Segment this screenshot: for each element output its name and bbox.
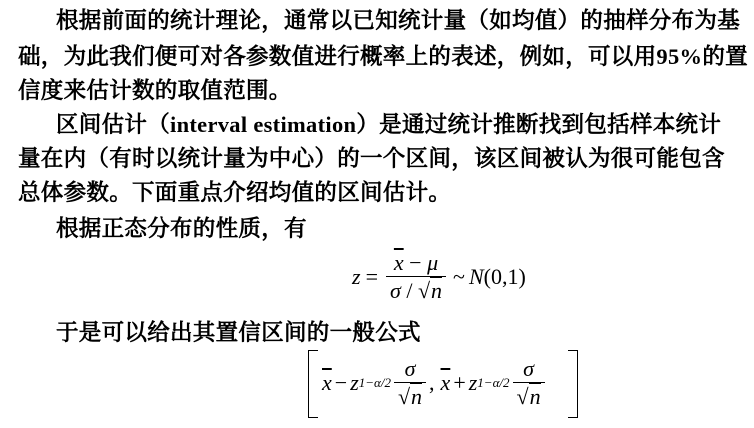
formula-fraction bbox=[513, 356, 545, 410]
p1-line2 bbox=[18, 40, 748, 74]
p4-line bbox=[56, 316, 740, 350]
formula-symbol: z bbox=[352, 264, 361, 289]
formula-symbol: $\overline{x}$ bbox=[393, 250, 404, 275]
p3-line bbox=[56, 212, 740, 246]
right-bracket bbox=[568, 350, 578, 418]
fraction-numerator: σ bbox=[404, 356, 416, 381]
formula-confidence-interval bbox=[308, 350, 578, 420]
formula-symbol: / bbox=[406, 278, 413, 303]
p2-line2 bbox=[18, 142, 740, 176]
formula-fraction bbox=[394, 356, 426, 410]
formula-symbol: = bbox=[365, 264, 378, 289]
sqrt-icon: √ bbox=[516, 384, 529, 409]
p2-line3 bbox=[18, 176, 740, 210]
text: ）是通过统计推断找到包括样本统计 bbox=[356, 112, 722, 138]
formula-subscript: 1−α/2 bbox=[477, 375, 510, 390]
formula-symbol: $\overline{x}$ bbox=[440, 370, 451, 395]
p1-line1 bbox=[56, 4, 740, 38]
left-bracket bbox=[308, 350, 318, 418]
fraction-numerator bbox=[390, 250, 442, 276]
formula-body bbox=[322, 352, 548, 414]
formula-fraction bbox=[386, 250, 446, 304]
formula-symbol: z bbox=[468, 370, 478, 395]
formula-subscript: 1−α/2 bbox=[358, 375, 391, 390]
p2-line1 bbox=[56, 108, 740, 142]
formula-symbol: z bbox=[350, 370, 359, 395]
formula-symbol: N bbox=[468, 264, 484, 289]
sqrt-icon: √ bbox=[397, 384, 411, 409]
text: 总体参数。下面重点介绍均值的区间估计。 bbox=[18, 180, 452, 206]
formula-symbol: , bbox=[429, 370, 435, 395]
formula-symbol: − bbox=[409, 250, 422, 275]
formula-symbol: σ bbox=[389, 278, 401, 303]
formula-symbol: ~ bbox=[453, 264, 465, 289]
text: 区间估计（ bbox=[56, 112, 171, 138]
fraction-denominator bbox=[394, 383, 426, 410]
text: 的置 bbox=[702, 44, 748, 70]
term-english: interval estimation bbox=[170, 112, 357, 137]
text: 于是可以给出其置信区间的一般公式 bbox=[56, 320, 421, 346]
formula-symbol: + bbox=[453, 370, 466, 395]
fraction-numerator: σ bbox=[523, 356, 534, 381]
text: 础，为此我们便可对各参数值进行概率上的表述，例如，可以用 bbox=[18, 44, 657, 70]
fraction-denominator bbox=[386, 277, 446, 304]
text: 信度来估计数的取值范围。 bbox=[18, 78, 292, 104]
formula-z-statistic bbox=[352, 246, 526, 308]
text: 量在内（有时以统计量为中心）的一个区间，该区间被认为很可能包含 bbox=[18, 146, 725, 172]
formula-symbol: n bbox=[431, 278, 443, 303]
formula-symbol: − bbox=[334, 370, 348, 395]
formula-symbol: n bbox=[411, 384, 423, 409]
text-number: 95% bbox=[656, 44, 703, 69]
fraction-denominator bbox=[513, 383, 545, 410]
formula-symbol: (0,1) bbox=[483, 264, 526, 289]
p1-line3 bbox=[18, 74, 740, 108]
text: 根据前面的统计理论，通常以已知统计量（如均值）的抽样分布为基 bbox=[56, 8, 741, 34]
formula-symbol: μ bbox=[427, 250, 439, 275]
sqrt-icon: √ bbox=[417, 278, 431, 303]
formula-symbol: $\overline{x}$ bbox=[322, 370, 332, 395]
text: 根据正态分布的性质，有 bbox=[56, 216, 307, 242]
formula-symbol: n bbox=[529, 384, 541, 409]
